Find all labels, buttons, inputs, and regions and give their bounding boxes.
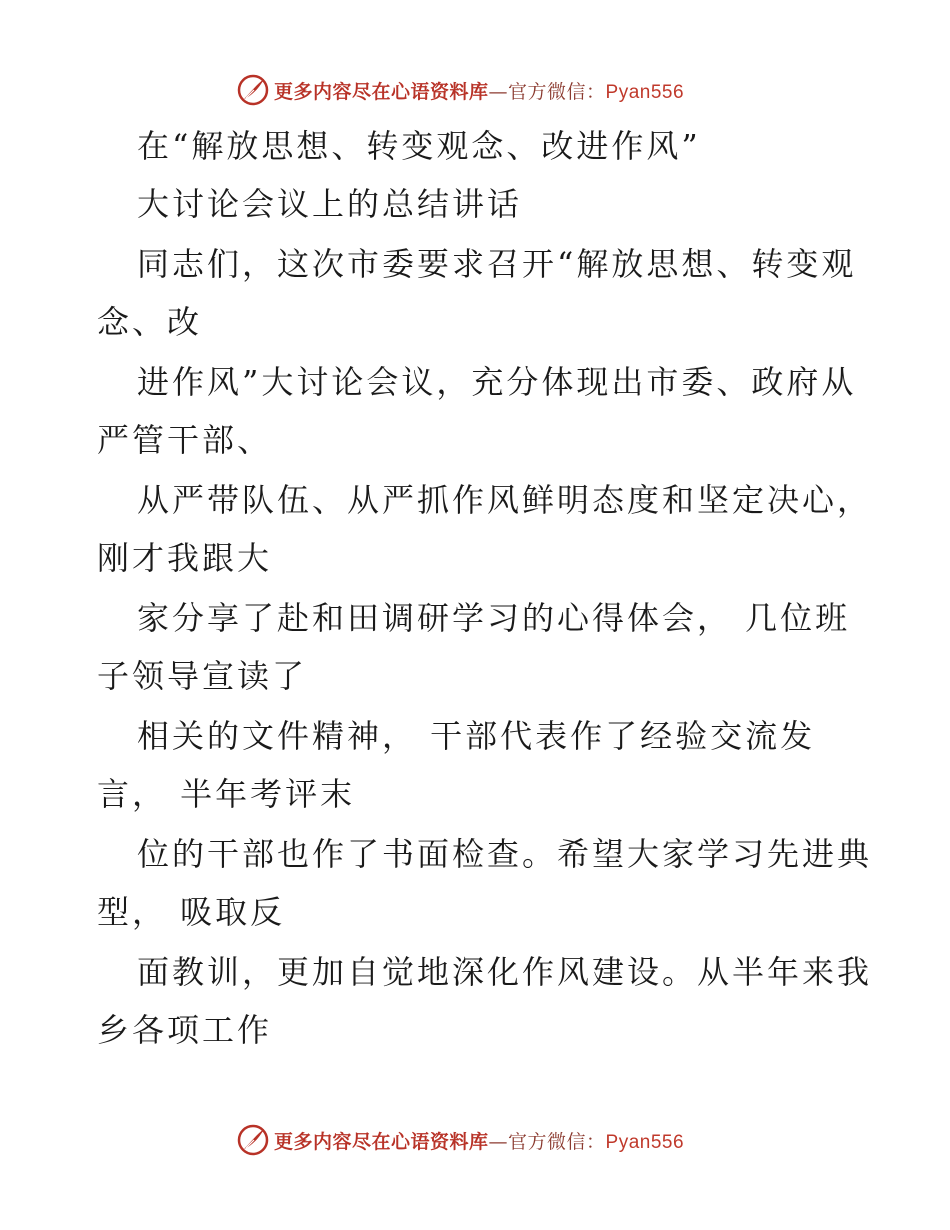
paragraph-line: 子领导宣读了 (97, 657, 308, 695)
document-title-line-1: 在“解放思想、转变观念、改进作风” (137, 127, 701, 165)
watermark-official-label: 官方微信： (508, 80, 606, 103)
watermark-account: Pyan556 (605, 81, 685, 103)
watermark-text (274, 77, 684, 104)
paragraph-line: 乡各项工作 (97, 1011, 273, 1049)
quill-logo-icon (236, 1123, 270, 1157)
paragraph-line: 型， 吸取反 (97, 893, 286, 931)
paragraph-line: 从严带队伍、从严抓作风鲜明态度和坚定决心， (137, 481, 873, 519)
paragraph-line: 进作风”大讨论会议，充分体现出市委、政府从 (137, 363, 857, 401)
watermark-official-label: 官方微信： (508, 1130, 606, 1153)
document-title-line-2: 大讨论会议上的总结讲话 (137, 185, 523, 223)
paragraph-line: 同志们，这次市委要求召开“解放思想、转变观 (137, 245, 857, 283)
paragraph-line: 言， 半年考评末 (97, 775, 356, 813)
watermark-brand: 更多内容尽在心语资料库 (274, 80, 489, 103)
paragraph-line: 家分享了赴和田调研学习的心得体会， 几位班 (137, 599, 851, 637)
watermark-brand: 更多内容尽在心语资料库 (274, 1130, 489, 1153)
paragraph-line: 念、改 (97, 303, 203, 341)
watermark-account: Pyan556 (605, 1131, 685, 1153)
paragraph-line: 面教训，更加自觉地深化作风建设。从半年来我 (137, 953, 873, 991)
header-watermark (236, 72, 684, 108)
watermark-separator: — (488, 80, 509, 103)
watermark-separator: — (488, 1130, 509, 1153)
paragraph-line: 位的干部也作了书面检查。希望大家学习先进典 (137, 835, 873, 873)
paragraph-line: 严管干部、 (97, 421, 273, 459)
paragraph-line: 刚才我跟大 (97, 539, 273, 577)
footer-watermark (236, 1122, 684, 1158)
watermark-text (274, 1127, 684, 1154)
quill-logo-icon (236, 73, 270, 107)
paragraph-line: 相关的文件精神， 干部代表作了经验交流发 (137, 717, 816, 755)
